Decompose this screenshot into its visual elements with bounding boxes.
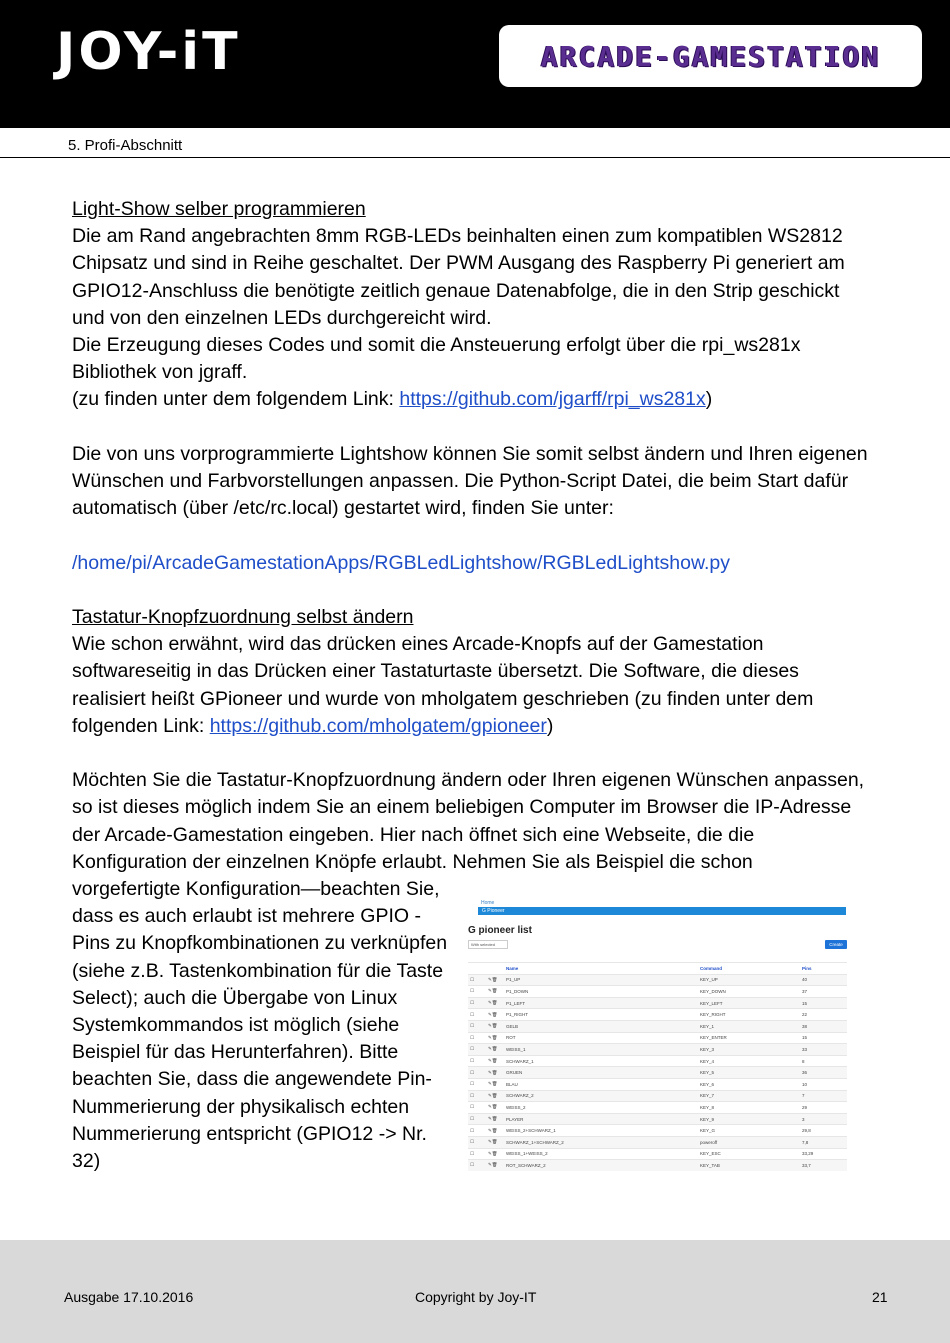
gpioneer-text: Wie schon erwähnt, wird das drücken eines Arcade-Knopfs auf der Gamestation softwareseitig in das Drücken einer Tastaturtaste übersetzt. Die Software, die dieses realisiert heißt GPioneer und wurde von mholgatem geschrieben (zu finden unter dem folgenden Link:	[72, 633, 814, 737]
row-edit-delete-icon: ✎🗑	[486, 1067, 504, 1079]
table-row	[468, 1160, 847, 1171]
ws281x-link[interactable]: https://github.com/jgarff/rpi_ws281x	[399, 388, 706, 411]
row-checkbox-icon: ☐	[468, 1055, 486, 1067]
cell-name: WEISS_2	[504, 1102, 698, 1114]
col-name: Name	[504, 963, 698, 975]
cell-command: KEY_DOWN	[698, 986, 800, 998]
row-checkbox-icon: ☐	[468, 1009, 486, 1021]
cell-pins: 38	[800, 1020, 847, 1032]
table-row	[468, 1044, 847, 1056]
product-badge-text: ARCADE-GAMESTATION	[540, 39, 881, 73]
link-suffix: )	[705, 388, 713, 411]
col-command: Command	[698, 963, 800, 975]
cell-name: SCHWARZ_1	[504, 1055, 698, 1067]
cell-name: SCHWARZ_2	[504, 1090, 698, 1102]
cell-command: KEY_RIGHT	[698, 1009, 800, 1021]
footer-copyright: Copyright by Joy-IT	[415, 1289, 537, 1305]
table-row	[468, 1113, 847, 1125]
cell-command: KEY_8	[698, 1102, 800, 1114]
cell-command: KEY_ESC	[698, 1148, 800, 1160]
cell-command: KEY_3	[698, 1044, 800, 1056]
cell-pins: 8	[800, 1055, 847, 1067]
row-checkbox-icon: ☐	[468, 1067, 486, 1079]
row-edit-delete-icon: ✎🗑	[486, 1102, 504, 1114]
row-edit-delete-icon: ✎🗑	[486, 986, 504, 998]
table-row	[468, 1125, 847, 1137]
page-number: 21	[872, 1289, 888, 1305]
cell-pins: 36	[800, 1067, 847, 1079]
row-edit-delete-icon: ✎🗑	[486, 1125, 504, 1137]
cell-pins: 22	[800, 1009, 847, 1021]
cell-command: KEY_6	[698, 1078, 800, 1090]
cell-command: KEY_G	[698, 1125, 800, 1137]
cell-name: WEISS_1+WEISS_2	[504, 1148, 698, 1160]
cell-name: WEISS_1	[504, 1044, 698, 1056]
cell-pins: 40	[800, 974, 847, 986]
link-prefix: (zu finden unter dem folgendem Link:	[72, 388, 400, 411]
cell-name: PLAYER	[504, 1113, 698, 1125]
section-title: 5. Profi-Abschnitt	[68, 137, 183, 154]
table-row	[468, 1020, 847, 1032]
row-checkbox-icon: ☐	[468, 1113, 486, 1125]
footer-edition: Ausgabe 17.10.2016	[64, 1289, 194, 1305]
row-edit-delete-icon: ✎🗑	[486, 1160, 504, 1171]
paragraph-leds: Die am Rand angebrachten 8mm RGB-LEDs beinhalten einen zum kompatiblen WS2812 Chipsatz und sind in Reihe geschaltet. Der PWM Ausgang des Raspberry Pi generiert am GPIO12-Anschluss die benötigte zeitlich genaue Datenabfolge, die in den Strip geschickt und von den einzelnen LEDs durchgereicht wird.	[72, 225, 845, 329]
cell-name: ROT	[504, 1032, 698, 1044]
row-edit-delete-icon: ✎🗑	[486, 1090, 504, 1102]
row-edit-delete-icon: ✎🗑	[486, 1148, 504, 1160]
cell-name: P1_RIGHT	[504, 1009, 698, 1021]
col-pins: Pins	[800, 963, 847, 975]
cell-name: P1_DOWN	[504, 986, 698, 998]
cell-pins: 37	[800, 986, 847, 998]
row-checkbox-icon: ☐	[468, 1090, 486, 1102]
cell-pins: 7,8	[800, 1136, 847, 1148]
cell-command: KEY_4	[698, 1055, 800, 1067]
row-checkbox-icon: ☐	[468, 1078, 486, 1090]
cell-command: KEY_UP	[698, 974, 800, 986]
table-row	[468, 986, 847, 998]
row-checkbox-icon: ☐	[468, 1032, 486, 1044]
screenshot-table-header	[468, 963, 847, 975]
cell-pins: 33	[800, 1044, 847, 1056]
row-checkbox-icon: ☐	[468, 997, 486, 1009]
cell-pins: 29,8	[800, 1125, 847, 1137]
row-checkbox-icon: ☐	[468, 1125, 486, 1137]
table-row	[468, 1009, 847, 1021]
row-checkbox-icon: ☐	[468, 974, 486, 986]
gpioneer-suffix: )	[546, 714, 554, 737]
cell-name: GRUEN	[504, 1067, 698, 1079]
cell-command: KEY_5	[698, 1067, 800, 1079]
table-row	[468, 1032, 847, 1044]
cell-pins: 29	[800, 1102, 847, 1114]
screenshot-nav-bar: G Pioneer	[478, 907, 846, 915]
page-footer	[0, 1240, 950, 1343]
table-row	[468, 1090, 847, 1102]
cell-name: ROT_SCHWARZ_2	[504, 1160, 698, 1171]
paragraph-config: Möchten Sie die Tastatur-Knopfzuordnung ändern oder Ihren eigenen Wünschen anpassen, so ist dieses möglich indem Sie an einem beliebigen Computer im Browser die IP-Adresse der Arcade-Gamestation eingeben. Hier nach öffnet sich eine Webseite, die die Konfiguration der einzelnen Knöpfe erlaubt. Nehmen Sie als Beispiel die schon	[72, 769, 865, 873]
row-checkbox-icon: ☐	[468, 986, 486, 998]
row-edit-delete-icon: ✎🗑	[486, 1078, 504, 1090]
cell-pins: 3	[800, 1113, 847, 1125]
row-edit-delete-icon: ✎🗑	[486, 974, 504, 986]
cell-pins: 7	[800, 1090, 847, 1102]
row-edit-delete-icon: ✎🗑	[486, 1113, 504, 1125]
gpioneer-screenshot	[468, 897, 848, 1170]
table-row	[468, 1055, 847, 1067]
table-row	[468, 1148, 847, 1160]
paragraph-config-note: vorgefertigte Konfiguration—beachten Sie, dass es auch erlaubt ist mehrere GPIO -Pins zu Knopfkombinationen zu verknüpfen (siehe z.B. Tastenkombination für die Taste Select); auch die Übergabe von Linux Systemkommandos ist möglich (siehe Beispiel für das Herunterfahren). Bitte beachten Sie, dass die angewendete Pin-Nummerierung der physikalisch echten Nummerierung entspricht (GPIO12 -> Nr. 32)	[72, 878, 448, 1173]
table-row	[468, 1102, 847, 1114]
paragraph-link-ws281x	[72, 386, 872, 413]
paragraph-library: Die Erzeugung dieses Codes und somit die Ansteuerung erfolgt über die rpi_ws281x Bibliothek von jgraff.	[72, 334, 801, 384]
screenshot-create-button: Create	[825, 940, 847, 949]
page-header	[0, 0, 950, 128]
table-row	[468, 1136, 847, 1148]
screenshot-title: G pioneer list	[468, 925, 532, 936]
screenshot-home-link: Home	[481, 900, 495, 906]
row-edit-delete-icon: ✎🗑	[486, 1044, 504, 1056]
paragraph-lightshow: Die von uns vorprogrammierte Lightshow können Sie somit selbst ändern und Ihren eigenen Wünschen und Farbvorstellungen anpassen. Die Python-Script Datei, die beim Start dafür automatisch (über /etc/rc.local) gestartet wird, finden Sie unter:	[72, 442, 868, 520]
row-edit-delete-icon: ✎🗑	[486, 1032, 504, 1044]
brand-logo: JOY-iT	[56, 22, 241, 82]
row-edit-delete-icon: ✎🗑	[486, 997, 504, 1009]
cell-command: KEY_1	[698, 1020, 800, 1032]
cell-pins: 10	[800, 1078, 847, 1090]
cell-command: KEY_7	[698, 1090, 800, 1102]
cell-command: KEY_TAB	[698, 1160, 800, 1171]
row-checkbox-icon: ☐	[468, 1044, 486, 1056]
cell-pins: 33,7	[800, 1160, 847, 1171]
cell-pins: 33,29	[800, 1148, 847, 1160]
row-edit-delete-icon: ✎🗑	[486, 1009, 504, 1021]
screenshot-select: With selected	[468, 940, 508, 949]
row-checkbox-icon: ☐	[468, 1102, 486, 1114]
row-checkbox-icon: ☐	[468, 1136, 486, 1148]
paragraph-gpioneer	[72, 631, 872, 740]
heading-light-show: Light-Show selber programmieren	[72, 198, 366, 220]
row-edit-delete-icon: ✎🗑	[486, 1020, 504, 1032]
table-row	[468, 974, 847, 986]
cell-pins: 15	[800, 1032, 847, 1044]
table-row	[468, 997, 847, 1009]
header-divider	[0, 157, 950, 158]
cell-name: BLAU	[504, 1078, 698, 1090]
cell-name: P1_UP	[504, 974, 698, 986]
cell-command: KEY_9	[698, 1113, 800, 1125]
row-edit-delete-icon: ✎🗑	[486, 1136, 504, 1148]
cell-name: WEISS_2+SCHWARZ_1	[504, 1125, 698, 1137]
table-row	[468, 1067, 847, 1079]
cell-name: P1_LEFT	[504, 997, 698, 1009]
row-checkbox-icon: ☐	[468, 1160, 486, 1171]
row-edit-delete-icon: ✎🗑	[486, 1055, 504, 1067]
gpioneer-link[interactable]: https://github.com/mholgatem/gpioneer	[209, 714, 547, 737]
script-path: /home/pi/ArcadeGamestationApps/RGBLedLightshow/RGBLedLightshow.py	[72, 551, 730, 574]
cell-pins: 15	[800, 997, 847, 1009]
cell-command: poweroff	[698, 1136, 800, 1148]
row-checkbox-icon: ☐	[468, 1020, 486, 1032]
heading-keymapping: Tastatur-Knopfzuordnung selbst ändern	[72, 606, 414, 628]
row-checkbox-icon: ☐	[468, 1148, 486, 1160]
cell-name: SCHWARZ_1+SCHWARZ_2	[504, 1136, 698, 1148]
table-row	[468, 1078, 847, 1090]
screenshot-table	[468, 962, 847, 1171]
cell-command: KEY_LEFT	[698, 997, 800, 1009]
product-badge	[499, 25, 922, 87]
cell-command: KEY_ENTER	[698, 1032, 800, 1044]
cell-name: GELB	[504, 1020, 698, 1032]
